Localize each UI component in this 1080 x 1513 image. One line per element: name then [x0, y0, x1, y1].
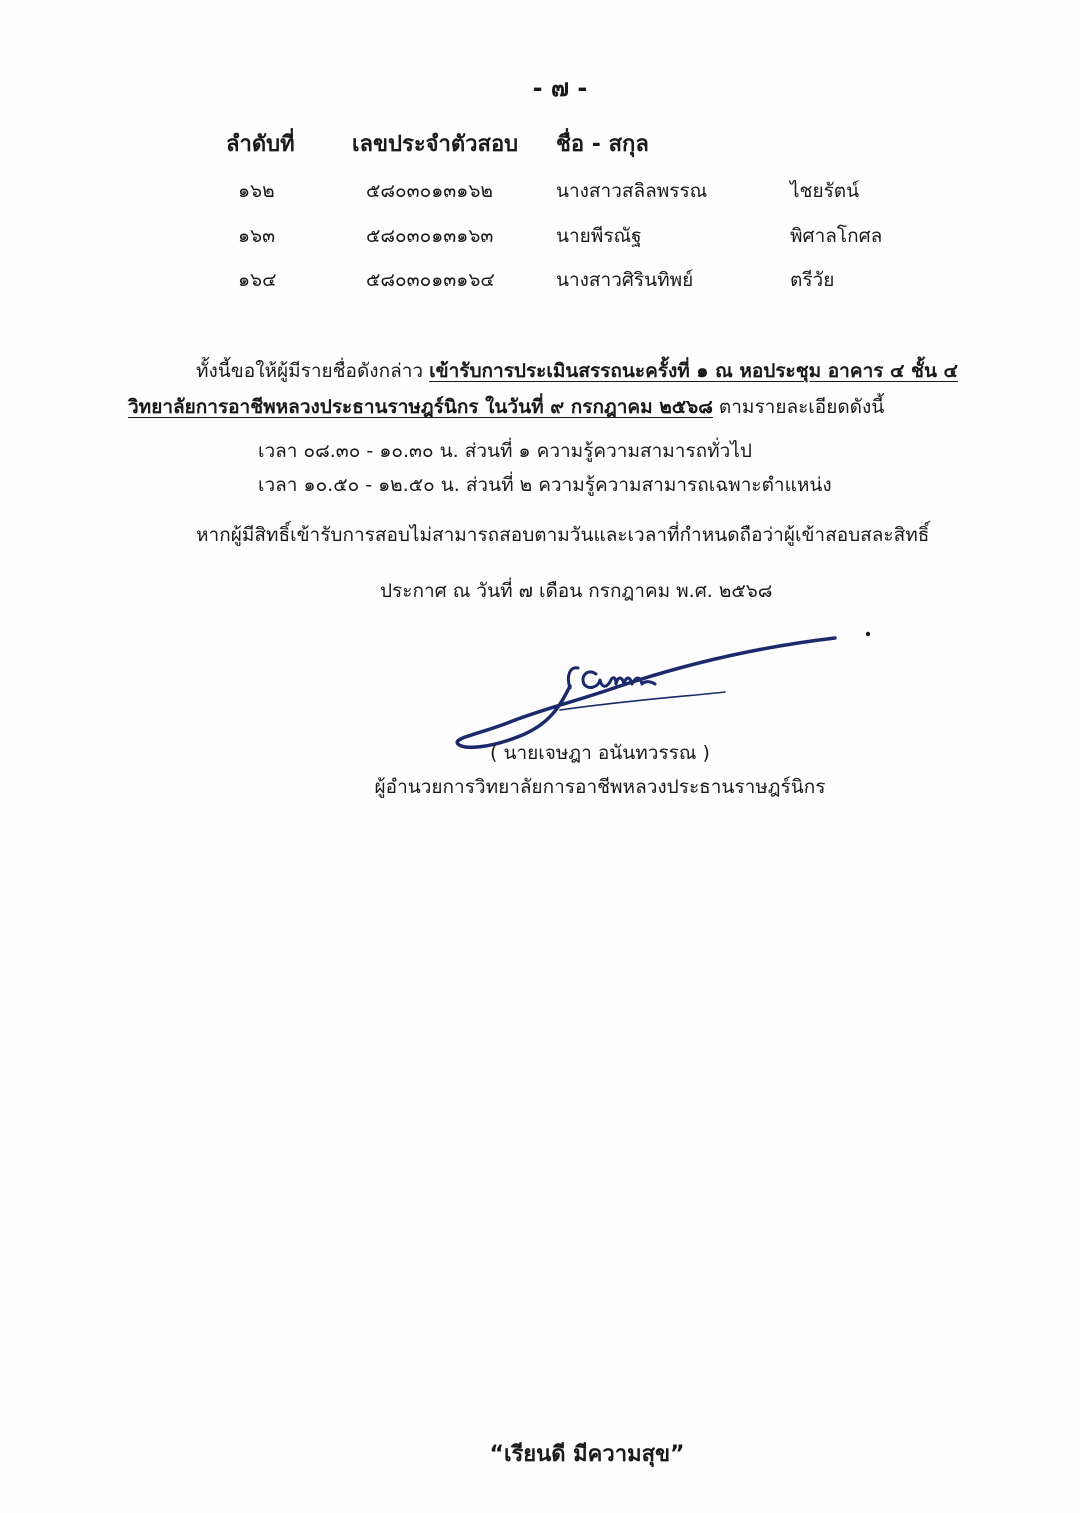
- row-first-name: นายพีรณัฐ: [556, 225, 642, 247]
- schedule-item-1: เวลา ๐๘.๓๐ - ๑๐.๓๐ น. ส่วนที่ ๑ ความรู้ความสามารถทั่วไป: [258, 440, 752, 462]
- schedule-item-2: เวลา ๑๐.๕๐ - ๑๒.๕๐ น. ส่วนที่ ๒ ความรู้ความสามารถเฉพาะตำแหน่ง: [258, 474, 832, 496]
- header-no: ลำดับที่: [226, 132, 295, 157]
- row-number: ๑๖๓: [238, 225, 276, 247]
- row-exam-id: ๕๘๐๓๐๑๓๑๖๓: [366, 225, 494, 247]
- row-last-name: ตรีวัย: [790, 269, 835, 291]
- table-row: [0, 221, 1080, 255]
- motto: “เรียนดี มีความสุข”: [489, 1442, 685, 1467]
- notice-tail: ตามรายละเอียดดังนี้: [712, 396, 885, 418]
- notice-line-1: [196, 356, 958, 386]
- signer-position: ผู้อำนวยการวิทยาลัยการอาชีพหลวงประธานราษฎร์นิกร: [374, 776, 826, 798]
- announcement-date: ประกาศ ณ วันที่ ๗ เดือน กรกฎาคม พ.ศ. ๒๕๖๘: [380, 580, 773, 602]
- row-number: ๑๖๔: [238, 269, 277, 291]
- row-last-name: ไชยรัตน์: [790, 180, 860, 202]
- signer-name: ( นายเจษฎา อนันทวรรณ ): [490, 742, 710, 764]
- row-last-name: พิศาลโกศล: [790, 225, 883, 247]
- notice-lead: ทั้งนี้ขอให้ผู้มีรายชื่อดังกล่าว: [196, 360, 430, 382]
- row-exam-id: ๕๘๐๓๐๑๓๑๖๒: [366, 180, 493, 202]
- warning-text: หากผู้มีสิทธิ์เข้ารับการสอบไม่สามารถสอบตามวันและเวลาที่กำหนดถือว่าผู้เข้าสอบสละสิทธิ์: [196, 524, 930, 546]
- row-first-name: นางสาวศิรินทิพย์: [556, 269, 694, 291]
- row-first-name: นางสาวสลิลพรรณ: [556, 180, 708, 202]
- table-row: [0, 176, 1080, 210]
- header-exam-id: เลขประจำตัวสอบ: [352, 132, 519, 157]
- row-number: ๑๖๒: [238, 180, 275, 202]
- signature-image: [450, 626, 890, 756]
- page-number: - ๗ -: [532, 74, 588, 102]
- notice-line-2: [128, 392, 884, 422]
- notice-venue: เข้ารับการประเมินสรรถนะครั้งที่ ๑ ณ หอประชุม อาคาร ๔ ชั้น ๔: [429, 360, 958, 382]
- row-exam-id: ๕๘๐๓๐๑๓๑๖๔: [366, 269, 495, 291]
- table-row: [0, 265, 1080, 299]
- header-name: ชื่อ - สกุล: [556, 132, 649, 157]
- notice-date: วิทยาลัยการอาชีพหลวงประธานราษฎร์นิกร ในวันที่ ๙ กรกฎาคม ๒๕๖๘: [128, 396, 713, 418]
